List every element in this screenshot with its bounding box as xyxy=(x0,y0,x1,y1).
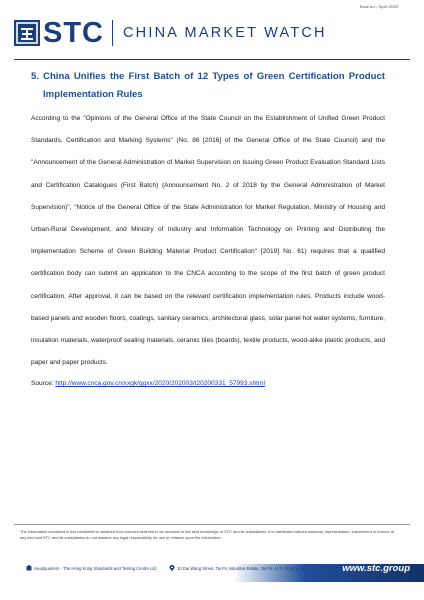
article-body: According to the "Opinions of the General Office of the State Council on the Establishment of Unified Green Product Standards, Certification and Marking Systems" (No. 86 [2016] of the General Office of the State Council) and the "Announcement of the General Administration of Market Supervision on Issuing Green Product Evaluation Standard Lists and Certification Catalogues (First Batch) (Announcement No. 2 of 2018 by the General Administration of Market Supervision)", "Notice of the General Office of the State Administration for Market Regulation, Ministry of Housing and Urban-Rural Development, and Ministry of Industry and Information Technology on Printing and Distributing the Implementation Scheme of Green Building Material Product Certification" [2019] No. 61) requires that a qualified certification body can submit an application to the CNCA according to the scope of the first batch of green product certification. After approval, it can be based on the relevant certification implementation rules. Products include wood-based panels and wooden floors, coatings, sanitary ceramics, architectural glass, solar panel hot water systems, furniture, insulation materials, waterproof sealing materials, ceramic tiles (boards), textile products, wood-alike plastic products, and paper and paper products. xyxy=(31,115,385,367)
stc-logo-icon xyxy=(14,20,40,46)
header-rule xyxy=(14,59,410,60)
page-header xyxy=(14,14,327,52)
headquarters-text: Headquarters - The Hong Kong Standards and Testing Centre Ltd. xyxy=(34,565,157,571)
issue-number: Issue no.: April 2020 xyxy=(359,4,398,9)
location-pin-icon xyxy=(169,565,175,571)
footer-info xyxy=(26,565,305,571)
article-source xyxy=(31,380,385,387)
website-link[interactable]: www.stc.group xyxy=(342,563,410,574)
newsletter-title: CHINA MARKET WATCH xyxy=(123,25,327,41)
footer-rule xyxy=(14,524,410,525)
source-label: Source: xyxy=(31,380,56,388)
headquarters-icon xyxy=(26,565,32,571)
source-link[interactable]: http://www.cnca.gov.cn/xxgk/ggxx/2020/202003/t20200331_57993.shtml xyxy=(55,380,265,388)
logo-text: STC xyxy=(43,16,104,49)
article-heading xyxy=(31,68,385,104)
header-divider xyxy=(112,20,113,46)
article-title: China Unifies the First Batch of 12 Types of Green Certification Product Implementation Rules xyxy=(43,71,385,100)
article-number: 5. xyxy=(31,71,40,82)
article-section xyxy=(31,68,385,387)
disclaimer: The information contained in this newsletter is obtained from sources believed to be accurate to the best knowledge of STC and its subsidiaries. It is distributed without warranty, representation, inducement or licence of any kind and STC and its subsidiaries do not assume any legal responsibility for use or reliance upon the information. xyxy=(20,529,394,540)
address-text: 10 Dai Wang Street, Tai Po Industrial Estate, Tai Po, N.T., Hong Kong xyxy=(177,565,306,571)
